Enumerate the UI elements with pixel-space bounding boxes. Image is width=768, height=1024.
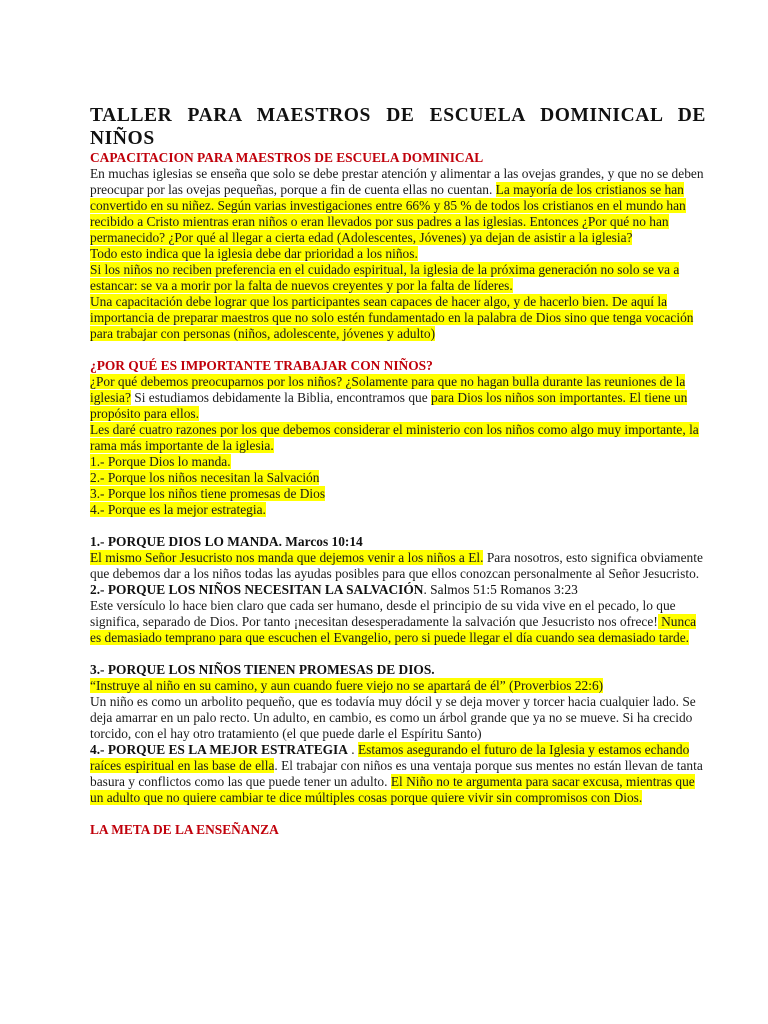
why-question-plain: Si estudiamos debidamente la Biblia, encontramos que xyxy=(130,390,432,405)
subtitle-heading: CAPACITACION PARA MAESTROS DE ESCUELA DOMINICAL xyxy=(90,150,484,165)
spacer xyxy=(90,806,706,822)
list-item: 2.- Porque los niños necesitan la Salvación xyxy=(90,470,320,485)
intro-paragraph xyxy=(90,166,706,246)
proverbs-quote-highlight: “Instruye al niño en su camino, y aun cuando fuere viejo no se apartará de él” (Proverbios 22:6) xyxy=(90,678,604,693)
intro-plain-text: En muchas iglesias se enseña que solo se debe prestar atención y alimentar a las ovejas grandes, y que no se deben preocupar por las ovejas pequeñas, porque a fin de cuenta ellas no cuentan. xyxy=(90,166,704,197)
section-1-paragraph xyxy=(90,550,706,582)
section-2-heading: 2.- PORQUE LOS NIÑOS NECESITAN LA SALVACIÓN. Salmos 51:5 Romanos 3:23 xyxy=(90,582,578,597)
training-paragraph xyxy=(90,294,706,342)
spacer xyxy=(90,646,706,662)
section-3-quote xyxy=(90,678,706,694)
reasons-list xyxy=(90,454,706,518)
preference-highlight-text: Si los niños no reciben preferencia en el cuidado espiritual, la iglesia de la próxima generación no solo se va a estancar: se va a morir por la falta de nuevos creyentes y por la falta de líderes. xyxy=(90,262,680,293)
why-question-highlight: ¿Por qué debemos preocuparnos por los niños? ¿Solamente para que no hagan bulla durante las reuniones de la iglesia? xyxy=(90,374,686,405)
section-4-heading: 4.- PORQUE ES LA MEJOR ESTRATEGIA xyxy=(90,742,348,757)
section-2-paragraph xyxy=(90,598,706,646)
section-2-plain: Este versículo lo hace bien claro que cada ser humano, desde el principio de su vida vive en el pecado, lo que significa, separado de Dios. Por tanto ¡necesitan desesperadamente la salvación que Jesucristo nos ofrece! xyxy=(90,598,676,629)
why-heading: ¿POR QUÉ ES IMPORTANTE TRABAJAR CON NIÑOS? xyxy=(90,358,433,373)
section-1-plain: Para nosotros, esto significa obviamente que debemos dar a los niños todas las ayudas posibles para que ellos conozcan personalmente al Señor Jesucristo. xyxy=(90,550,703,581)
section-3-paragraph: Un niño es como un arbolito pequeño, que es todavía muy dócil y se deja mover y torcer hacia cualquier lado. Se deja amarrar en un palo recto. Un adulto, en cambio, es como un árbol grande que ya no se mueve. Si ha crecido torcido, con el hay otro tratamiento (el que puede darle el Espíritu Santo) xyxy=(90,694,696,741)
why-question-paragraph xyxy=(90,374,706,422)
section-2-reference: . Salmos 51:5 Romanos 3:23 xyxy=(423,582,578,597)
section-1-heading: 1.- PORQUE DIOS LO MANDA. Marcos 10:14 xyxy=(90,534,363,549)
section-3-heading: 3.- PORQUE LOS NIÑOS TIENEN PROMESAS DE DIOS. xyxy=(90,662,435,677)
section-4-plain: . El trabajar con niños es una ventaja porque sus mentes no están llevan de tanta basura y conflictos como las que puede tener un adulto. xyxy=(90,758,703,789)
priority-paragraph xyxy=(90,246,706,262)
section-4-highlight-2: El Niño no te argumenta para sacar excusa, mientras que un adulto que no quiere cambiar te dice múltiples cosas porque quiere vivir sin compromisos con Dios. xyxy=(90,774,695,805)
reasons-paragraph xyxy=(90,422,706,454)
spacer xyxy=(90,342,706,358)
list-item: 4.- Porque es la mejor estrategia. xyxy=(90,502,266,517)
section-4-highlight-1: Estamos asegurando el futuro de la Iglesia y estamos echando raíces espiritual en las base de ella xyxy=(90,742,690,773)
section-4-paragraph xyxy=(90,742,706,806)
list-item: 1.- Porque Dios lo manda. xyxy=(90,454,231,469)
section-2-highlight: Nunca es demasiado temprano para que escuchen el Evangelio, pero si puede llegar el día cuando sea demasiado tarde. xyxy=(90,614,697,645)
intro-highlight-text: La mayoría de los cristianos se han convertido en su niñez. Según varias investigaciones entre 66% y 85 % de todos los cristianos en el mundo han recibido a Cristo mientras eran niños o eran llevados por sus padres a las iglesias. Entonces ¿Por qué no han permanecido? ¿Por qué al llegar a cierta edad (Adolescentes, Jóvenes) ya dejan de asistir a la iglesia? xyxy=(90,182,686,245)
document-title: TALLER PARA MAESTROS DE ESCUELA DOMINICAL DE NIÑOS xyxy=(90,105,706,149)
reasons-highlight-text: Les daré cuatro razones por los que debemos considerar el ministerio con los niños como algo muy importante, la rama más importante de la iglesia. xyxy=(90,422,699,453)
list-item: 3.- Porque los niños tiene promesas de Dios xyxy=(90,486,326,501)
preference-paragraph xyxy=(90,262,706,294)
why-question-highlight-2: para Dios los niños son importantes. El tiene un propósito para ellos. xyxy=(90,390,688,421)
priority-highlight-text: Todo esto indica que la iglesia debe dar prioridad a los niños. xyxy=(90,246,418,261)
section-4-separator: . xyxy=(347,742,358,757)
spacer xyxy=(90,518,706,534)
goal-heading: LA META DE LA ENSEÑANZA xyxy=(90,822,279,837)
section-1-highlight: El mismo Señor Jesucristo nos manda que dejemos venir a los niños a El. xyxy=(90,550,484,565)
training-highlight-text: Una capacitación debe lograr que los participantes sean capaces de hacer algo, y de hacerlo bien. De aquí la importancia de preparar maestros que no solo estén fundamentado en la palabra de Dios sino que tenga vocación para trabajar con personas (niños, adolescente, jóvenes y adulto) xyxy=(90,294,694,341)
